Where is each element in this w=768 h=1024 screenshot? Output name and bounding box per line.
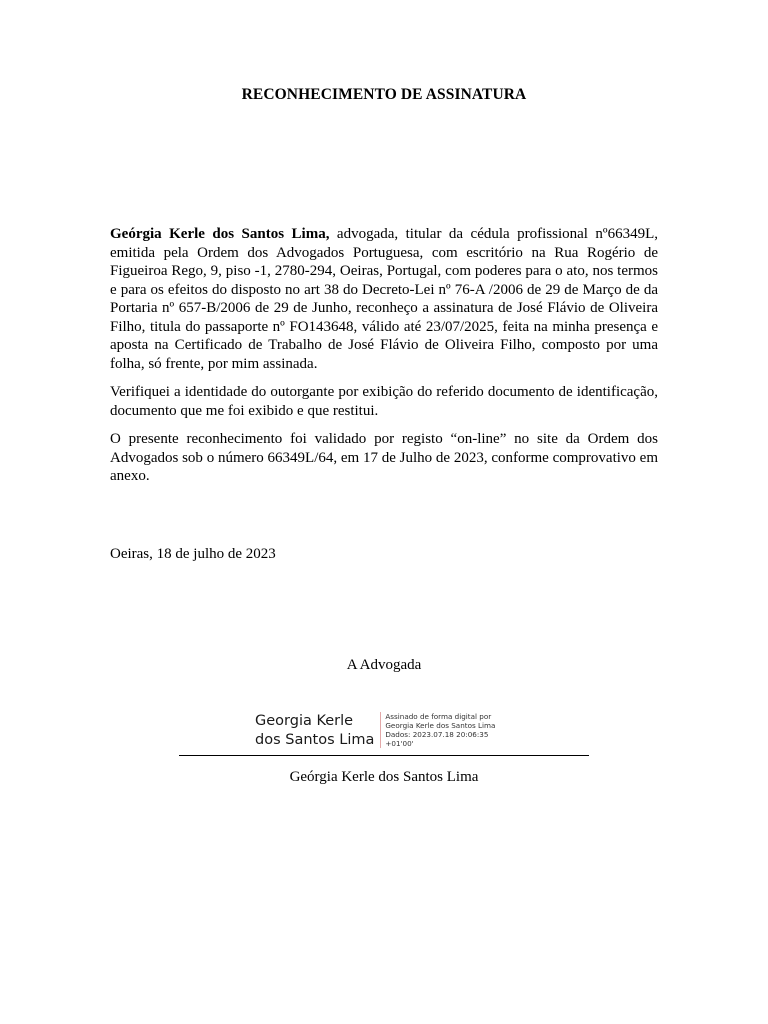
paragraph-validation: O presente reconhecimento foi validado por registo “on-line” no site da Ordem dos Advogados sob o número 66349L/64, em 17 de Julho de 2023, conforme comprovativo em anexo. [110,431,658,484]
lawyer-name-bold: Geórgia Kerle dos Santos Lima, [110,226,330,242]
digital-signature-name [255,710,380,750]
paragraph-recognition [110,225,658,373]
paragraph-identity: Verifiquei a identidade do outorgante por exibição do referido documento de identificação, documento que me foi exibido e que restitui. [110,384,658,419]
place-date: Oeiras, 18 de julho de 2023 [110,546,276,562]
signer-role: A Advogada [346,657,422,673]
document-title: RECONHECIMENTO DE ASSINATURA [241,86,527,103]
digital-signature [255,710,495,754]
document-body [110,225,658,486]
digital-signature-details: Assinado de forma digital por Georgia Kerle dos Santos Lima Dados: 2023.07.18 20:06:35 +01'00' [385,712,496,748]
signature-name-line1: Georgia Kerle [255,713,354,729]
signer-name: Geórgia Kerle dos Santos Lima [289,769,479,785]
signature-name-line2: dos Santos Lima [255,732,375,748]
paragraph-recognition-text: advogada, titular da cédula profissional nº66349L, emitida pela Ordem dos Advogados Portuguesa, com escritório na Rua Rogério de Figueiroa Rego, 9, piso -1, 2780-294, Oeiras, Portugal, com poderes para o ato, nos termos e para os efeitos do disposto no art 38 do Decreto-Lei nº 76-A /2006 de 29 de Março de da Portaria nº 657-B/2006 de 29 de Junho, reconheço a assinatura de José Flávio de Oliveira Filho, titula do passaporte nº FO143648, válido até 23/07/2025, feita na minha presença e aposta na Certificado de Trabalho de José Flávio de Oliveira Filho, composto por uma folha, só frente, por mim assinada. [110,226,658,372]
signature-line [179,755,589,756]
